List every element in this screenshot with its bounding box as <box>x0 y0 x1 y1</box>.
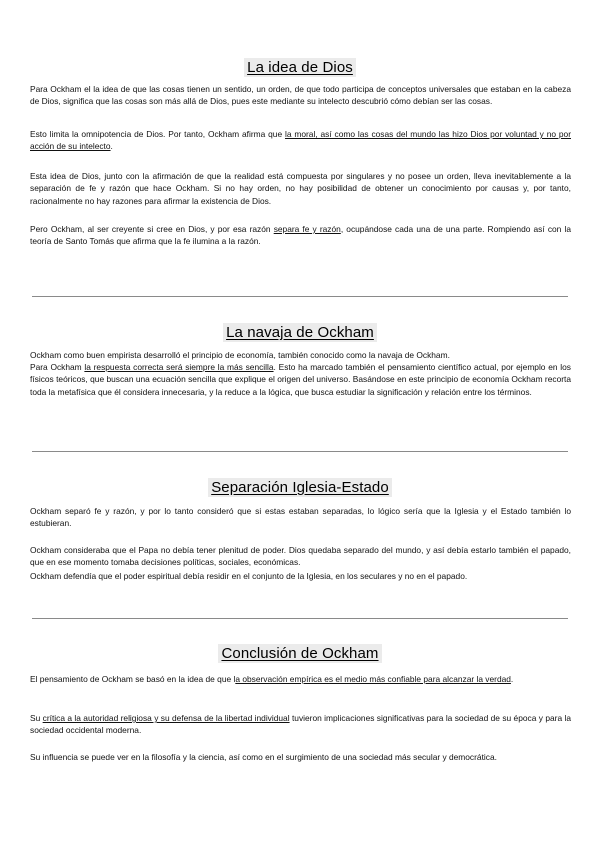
underlined-text: crítica a la autoridad religiosa y su defensa de la libertad individual <box>42 713 290 723</box>
paragraph: Pero Ockham, al ser creyente si cree en Dios, y por esa razón separa fe y razón, ocupándose cada una de una parte. Rompiendo así con la teoría de Santo Tomás que afirma que la fe ilumina a la razón. <box>30 224 571 247</box>
underlined-text: la respuesta correcta será siempre la más sencilla <box>84 362 274 372</box>
paragraph: Su crítica a la autoridad religiosa y su defensa de la libertad individual tuvieron implicaciones significativas para la sociedad de su época y para la sociedad occidental moderna. <box>30 713 572 736</box>
section-divider <box>32 296 568 297</box>
paragraph: El pensamiento de Ockham se basó en la idea de que la observación empírica es el medio más confiable para alcanzar la verdad. <box>30 674 514 684</box>
section-title-conclusion-de-ockham: Conclusión de Ockham <box>0 637 600 665</box>
section-title-navaja-de-ockham: La navaja de Ockham <box>0 316 600 344</box>
paragraph: Para Ockham el la idea de que las cosas tienen un sentido, un orden, de que todo participa de conceptos universales que estaban en la cabeza de Dios, significa que las cosas son más allá de Dios, pues este mediante su intelecto descubrió cómo debían ser las cosas. <box>30 84 571 107</box>
paragraph: Esta idea de Dios, junto con la afirmación de que la realidad está compuesta por singulares y no posee un orden, lleva inevitablemente a la separación de fe y razón que hace Ockham. Si no hay orden, no hay posibilidad de obtener un conocimiento por causas y, por tanto, racionalmente no hay razones para afirmar la existencia de Dios. <box>30 171 571 206</box>
section-divider <box>32 451 568 452</box>
paragraph: Ockham defendía que el poder espiritual debía residir en el conjunto de la Iglesia, en los seculares y no en el papado. <box>30 571 468 581</box>
section-title-separacion-iglesia-estado: Separación Iglesia-Estado <box>0 471 600 499</box>
underlined-text: la moral, así como las cosas del mundo las hizo Dios por voluntad y no por acción de su intelecto <box>30 129 571 152</box>
paragraph: Ockham como buen empirista desarrolló el principio de economía, también conocido como la navaja de Ockham. <box>30 350 450 360</box>
paragraph: Esto limita la omnipotencia de Dios. Por tanto, Ockham afirma que la moral, así como las cosas del mundo las hizo Dios por voluntad y no por acción de su intelecto. <box>30 129 571 152</box>
paragraph: Ockham separó fe y razón, y por lo tanto consideró que si estas estaban separadas, lo lógico sería que la Iglesia y el Estado también lo estubieran. <box>30 506 571 529</box>
underlined-text: separa fe y razón <box>273 224 341 234</box>
paragraph: Para Ockham la respuesta correcta será siempre la más sencilla. Esto ha marcado también el pensamiento científico actual, por ejemplo en los físicos teóricos, que buscan una ecuación sencilla que explique el origen del universo. Basándose en este principio de economía Ockham recorta toda la metafísica que él considera innecesaria, y la reduce a la lógica, que busca estudiar la significación y relación entre los términos. <box>30 362 571 397</box>
section-divider <box>32 618 568 619</box>
section-title-idea-de-dios: La idea de Dios <box>0 51 600 79</box>
underlined-text: a observación empírica es el medio más confiable para alcanzar la verdad <box>235 674 511 684</box>
paragraph: Su influencia se puede ver en la filosofía y la ciencia, así como en el surgimiento de una sociedad más secular y democrática. <box>30 752 497 762</box>
paragraph: Ockham consideraba que el Papa no debía tener plenitud de poder. Dios quedaba separado del mundo, y así debía estarlo también el papado, que en ese momento tomaba decisiones políticas, sociales, económicas. <box>30 545 571 568</box>
